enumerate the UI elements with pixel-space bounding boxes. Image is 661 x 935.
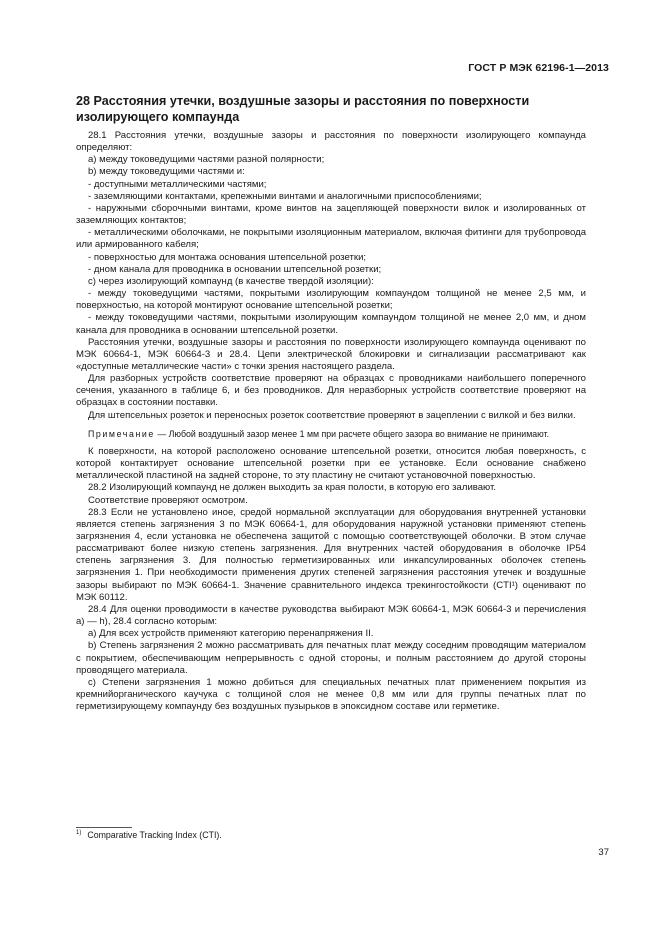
paragraph: 28.1 Расстояния утечки, воздушные зазоры и расстояния по поверхности изолирующего компаунда определяют: — [76, 130, 586, 154]
list-item: - наружными сборочными винтами, кроме винтов на зацепляющей поверхности вилок и изолированных от заземляющих контактов; — [76, 202, 586, 227]
paragraph: 28.4 Для оценки проводимости в качестве руководства выбирают МЭК 60664-1, МЭК 60664-3 и перечисления а) — h), 28.4 согласно которым: — [76, 603, 586, 628]
list-item: - между токоведущими частями, покрытыми изолирующим компаундом толщиной не менее 2,0 мм, и дном канала для проводника в основании штепсельной розетки. — [76, 312, 586, 336]
list-item: b) Степень загрязнения 2 можно рассматривать для печатных плат между соседним проводящим материалом с покрытием, обеспечивающим непрерывность с одной стороны, и полным расстоянием до другой стороны проводящего материала. — [76, 640, 586, 676]
footnote-text: Comparative Tracking Index (CTI). — [87, 830, 222, 840]
list-item: а) Для всех устройств применяют категорию перенапряжения II. — [88, 628, 374, 640]
list-item: а) между токоведущими частями разной полярности; — [88, 154, 325, 166]
section-body — [76, 130, 586, 713]
list-item: - металлическими оболочками, не покрытыми изоляционным материалом, включая фитинги для трубопровода или армированного кабеля; — [76, 227, 586, 251]
footnote — [76, 830, 222, 840]
paragraph: 28.2 Изолирующий компаунд не должен выходить за края полости, в которую его заливают. — [88, 482, 496, 494]
list-item: с) через изолирующий компаунд (в качестве твердой изоляции): — [88, 275, 374, 287]
list-item: - между токоведущими частями, покрытыми изолирующим компаундом толщиной не менее 2,5 мм, и поверхностью, на которой монтируют основание штепсельной розетки; — [76, 288, 586, 312]
note-label: Примечание — [88, 428, 155, 439]
note — [76, 428, 586, 440]
list-item: b) между токоведущими частями и: — [88, 166, 245, 178]
paragraph: Расстояния утечки, воздушные зазоры и расстояния по поверхности изолирующего компаунда оценивают по МЭК 60664-1, МЭК 60664-3 и 28.4. Цепи электрической блокировки и сигнализации рассматривают как «доступные металлические части» с точки зрения настоящего раздела. — [76, 336, 586, 372]
list-item: - поверхностью для монтажа основания штепсельной розетки; — [88, 251, 367, 263]
paragraph: Соответствие проверяют осмотром. — [88, 494, 248, 506]
paragraph: Для штепсельных розеток и переносных розеток соответствие проверяют в зацеплении с вилкой и без вилки. — [88, 409, 576, 421]
footnote-divider — [76, 827, 132, 828]
section-title: 28 Расстояния утечки, воздушные зазоры и расстояния по поверхности изолирующего компаунда — [76, 94, 530, 124]
list-item: с) Степени загрязнения 1 можно добиться для специальных печатных плат применением покрытия из кремнийорганического каучука с толщиной слоя не менее 0,8 мм или для группы печатных плат по герметизирующему компаунду без воздушных пузырьков в эпоксидном составе или герметике. — [76, 676, 586, 713]
list-item: - доступными металлическими частями; — [88, 178, 267, 190]
list-item: - заземляющими контактами, крепежными винтами и аналогичными приспособлениями; — [88, 190, 482, 202]
paragraph: К поверхности, на которой расположено основание штепсельной розетки, относится любая поверхность, с которой контактирует основание штепсельной розетки при ее установке. Если основание снабжено металлической пластиной на задней стороне, то эту пластину не считают установочной поверхностью. — [76, 445, 586, 482]
paragraph: Для разборных устройств соответствие проверяют на образцах с проводниками наибольшего поперечного сечения, указанного в таблице 6, и без проводников. Для неразборных устройств соответствие проверяют на образцах в состоянии поставки. — [76, 373, 586, 409]
page-number: 37 — [598, 847, 609, 858]
standard-header: ГОСТ Р МЭК 62196-1—2013 — [468, 62, 609, 74]
note-text: — Любой воздушный зазор менее 1 мм при расчете общего зазора во внимание не принимают. — [157, 428, 550, 439]
paragraph: 28.3 Если не установлено иное, средой нормальной эксплуатации для оборудования внутренней установки является степень загрязнения 3 по МЭК 60664-1, для оборудования наружной установки применяют степень загрязнения 4, если установка не обеспечена защитой с помощью соответствующей оболочки. В этом случае рассматривают более низкую степень загрязнения. Для внутренних частей оборудования в оболочке IP54 степень загрязнения 3. Для полностью герметизированных или инкапсулированных оболочек степень загрязнения 1. При необходимости применения других степеней загрязнения расстояния утечек и воздушные зазоры выбирают по МЭК 60664-1. Значение сравнительного индекса трекингостойкости (CTI¹) оценивают по МЭК 60112. — [76, 506, 586, 603]
list-item: - дном канала для проводника в основании штепсельной розетки; — [88, 263, 382, 275]
footnote-mark: 1) — [76, 830, 82, 836]
